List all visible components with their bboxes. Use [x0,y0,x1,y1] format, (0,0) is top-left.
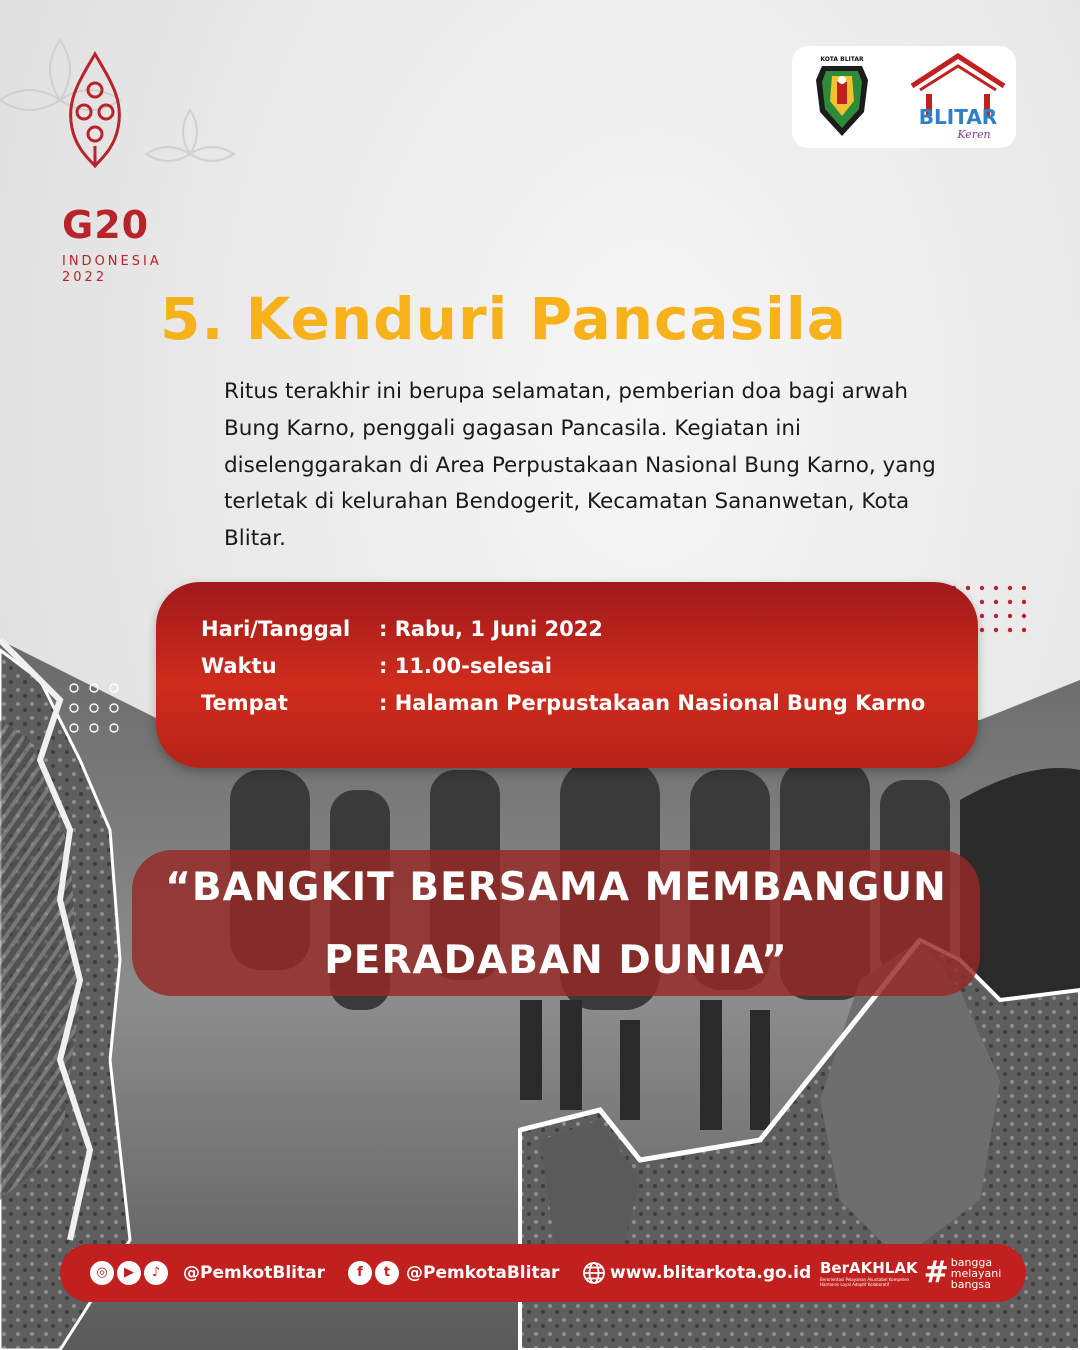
blitar-keren-logo-icon [902,46,1014,148]
event-description: Ritus terakhir ini berupa selamatan, pemberian doa bagi arwah Bung Karno, penggali gagasan Pancasila. Kegiatan ini diselenggarakan di Area Perpustakaan Nasional Bung Karno, yang terletak di kelurahan Bendogerit, Kecamatan Sananwetan, Kota Blitar. [224,379,936,552]
g20-title: G20 [62,203,150,247]
detail-label: Hari/Tanggal [201,617,351,641]
youtube-icon[interactable]: ▶ [117,1261,141,1285]
g20-gunungan-icon [62,50,128,170]
detail-value: : Rabu, 1 Juni 2022 [379,617,603,641]
detail-label: Waktu [201,654,277,678]
dots-decoration-left [68,682,120,734]
instagram-icon[interactable]: ◎ [90,1261,114,1285]
social-group-1 [90,1244,325,1302]
detail-value: : Halaman Perpustakaan Nasional Bung Karno [379,691,926,715]
detail-row-time [201,651,552,681]
bangga-word-2: melayani [950,1266,1002,1280]
social-group-2 [348,1244,559,1302]
g20-logo [40,50,210,285]
detail-value: : 11.00-selesai [379,654,552,678]
g20-country: INDONESIA [62,254,162,269]
detail-label: Tempat [201,691,288,715]
website-link[interactable]: www.blitarkota.go.id [610,1263,812,1283]
detail-row-date [201,614,603,644]
globe-icon [582,1261,606,1285]
bangga-word-1: bangga [950,1255,993,1269]
event-details-box [156,582,978,768]
social-handle-2[interactable]: @PemkotaBlitar [406,1263,560,1283]
blitar-brand-text: BLITAR [918,105,998,129]
facebook-icon[interactable]: f [348,1261,372,1285]
berakhlak-title: BerAKHLAK [820,1259,918,1277]
website-group [582,1244,811,1302]
quote-line-1: “BANGKIT BERSAMA MEMBANGUN [165,865,947,910]
g20-year: 2022 [62,270,108,285]
city-logos-box [792,46,1016,148]
bangga-word-3: bangsa [950,1277,991,1291]
hashtag-icon: # [923,1255,949,1290]
berakhlak-logo [820,1244,1001,1302]
event-title: 5. Kenduri Pancasila [160,285,847,353]
social-handle-1[interactable]: @PemkotBlitar [183,1263,325,1283]
tagline-quote [132,850,980,996]
berakhlak-subtitle-1: Berorientasi Pelayanan Akuntabel Kompeten [820,1277,910,1282]
keren-script-text: Keren [957,128,991,141]
kota-blitar-emblem-icon [792,46,892,148]
tiktok-icon[interactable]: ♪ [144,1261,168,1285]
quote-line-2: PERADABAN DUNIA” [324,938,788,983]
emblem-caption: KOTA BLITAR [820,56,864,63]
twitter-icon[interactable]: t [375,1261,399,1285]
berakhlak-subtitle-2: Harmonis Loyal Adaptif Kolaboratif [820,1282,890,1287]
detail-row-place [201,688,925,718]
footer-bar [60,1244,1026,1302]
